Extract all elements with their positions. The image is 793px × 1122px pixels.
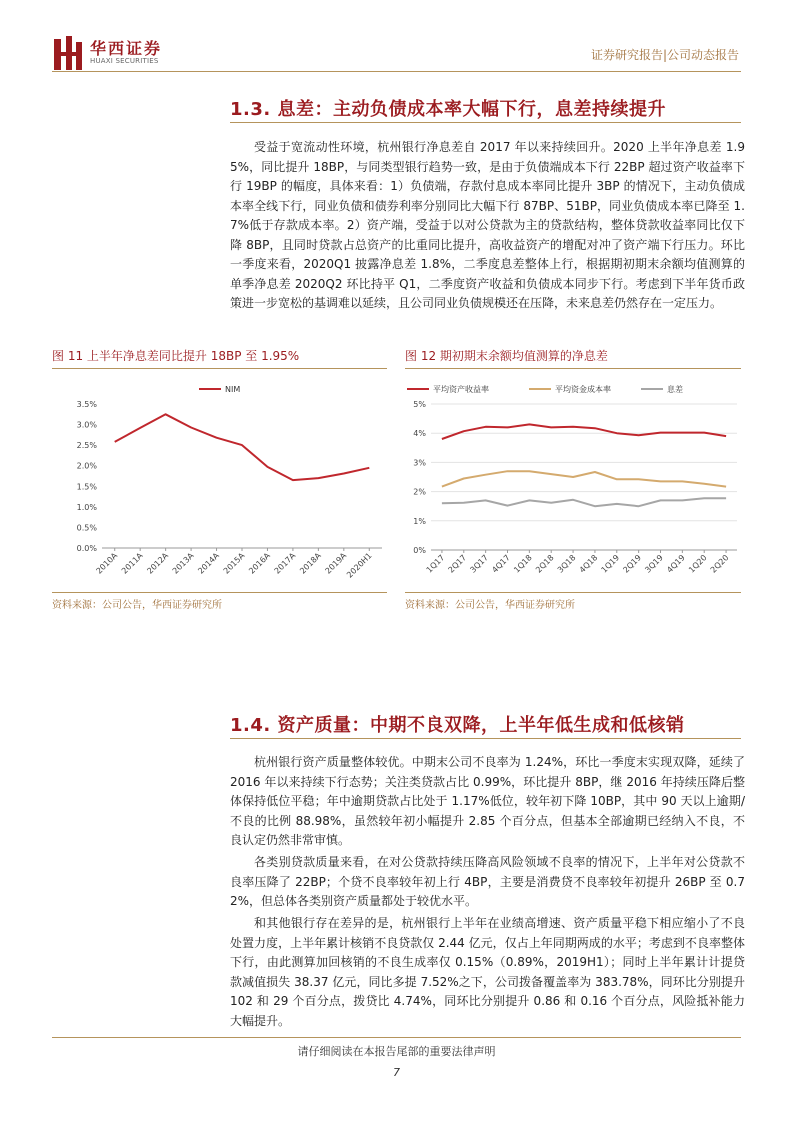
fig11-x-tick-label: 2017A xyxy=(272,551,298,576)
fig12-series-line-2 xyxy=(442,471,726,486)
brand-name-cn: 华西证券 xyxy=(90,39,163,58)
fig12-legend-label-1: 平均资产收益率 xyxy=(433,385,489,394)
fig11-x-tick-label: 2018A xyxy=(298,551,323,576)
fig11-y-tick-label: 1.0% xyxy=(76,502,97,512)
figure-11-title-rule xyxy=(52,368,387,369)
fig12-x-tick-label: 1Q20 xyxy=(687,553,709,575)
section-14-rule xyxy=(230,738,741,739)
fig11-y-tick-label: 1.5% xyxy=(76,482,97,492)
section-13-title: 1.3. 息差：主动负债成本率大幅下行，息差持续提升 xyxy=(230,99,666,120)
fig11-legend-label-1: NIM xyxy=(225,385,241,394)
section-13-rule xyxy=(230,122,741,123)
fig11-y-tick-label: 2.5% xyxy=(76,441,97,451)
fig11-y-tick-label: 3.0% xyxy=(76,420,97,430)
fig11-y-tick-label: 3.5% xyxy=(76,400,97,409)
fig12-y-tick-label: 5% xyxy=(413,400,426,409)
figure-12-title-rule xyxy=(405,368,741,369)
footer-disclaimer: 请仔细阅读在本报告尾部的重要法律声明 xyxy=(297,1045,496,1058)
fig12-x-tick-label: 4Q19 xyxy=(665,553,687,575)
fig11-y-tick-label: 2.0% xyxy=(76,461,97,471)
fig11-x-tick-label: 2011A xyxy=(119,551,145,576)
fig12-x-tick-label: 1Q17 xyxy=(424,553,447,575)
fig12-x-tick-label: 3Q17 xyxy=(468,553,491,575)
fig12-y-tick-label: 0% xyxy=(413,546,426,555)
section-14-paragraph-1: 杭州银行资产质量整体较优。中期末公司不良率为 1.24%，环比一季度末实现双降，延续了 2016 年以来持续下行态势；关注类贷款占比 0.99%，环比提升 8BP，继 2016 年持续压降后整体保持低位平稳；年中逾期贷款占比处于 1.17%低位，较年初下降 10BP，其中 90 天以上逾期/不良的比例 88.98%，虽然较年初小幅提升 2.85 个百分点，但基本全部逾期已经纳入不良，不良认定仍然非常审慎。 xyxy=(230,755,745,847)
fig12-x-tick-label: 1Q19 xyxy=(599,553,622,575)
fig11-x-tick-label: 2013A xyxy=(170,551,196,576)
fig12-legend-label-3: 息差 xyxy=(667,385,683,394)
fig11-series-line-1 xyxy=(115,414,370,480)
fig12-y-tick-label: 1% xyxy=(413,516,426,526)
brand-name-en: HUAXI SECURITIES xyxy=(90,57,159,65)
fig12-x-tick-label: 3Q19 xyxy=(643,553,665,575)
figure-11-source-rule xyxy=(52,592,387,593)
fig11-x-tick-label: 2020H1 xyxy=(345,551,374,580)
fig11-y-tick-label: 0.0% xyxy=(76,544,97,553)
section-14-paragraph-3: 和其他银行存在差异的是，杭州银行上半年在业绩高增速、资产质量平稳下相应缩小了不良处置力度，上半年累计核销不良贷款仅 2.44 亿元，仅占上年同期两成的水平；考虑到不良率整体下行，由此测算加回核销的不良生成率仅 0.15%（0.89%，2019H1）；同时上半年累计计提贷款减值损失 38.37 亿元，同比多提 7.52%之下，公司拨备覆盖率为 383.78%，同环比分别提升 102 和 29 个百分点，拨贷比 4.74%，同环比分别提升 0.86 和 0.16 个百分点，风险抵补能力大幅提升。 xyxy=(230,916,745,1028)
figure-11-chart xyxy=(52,372,387,590)
fig11-y-tick-label: 0.5% xyxy=(76,523,97,533)
fig12-series-line-3 xyxy=(442,498,726,506)
page-number: 7 xyxy=(393,1066,400,1079)
section-14-paragraph-2: 各类别贷款质量来看，在对公贷款持续压降高风险领域不良率的情况下，上半年对公贷款不良率压降了 22BP；个贷不良率较年初上行 4BP，主要是消费贷不良率较年初提升 26BP 至 0.72%，但总体各类别资产质量都处于较优水平。 xyxy=(230,855,745,908)
report-type: 证券研究报告|公司动态报告 xyxy=(590,48,739,62)
fig12-x-tick-label: 2Q19 xyxy=(621,553,644,575)
section-13-paragraph: 受益于宽流动性环境，杭州银行净息差自 2017 年以来持续回升。2020 上半年净息差 1.95%，同比提升 18BP，与同类型银行趋势一致，是由于负债端成本下行 22BP 超过资产收益率下行 19BP 的幅度，具体来看：1）负债端，存款付息成本率同比提升 3BP 的情况下，主动负债成本率全线下行，同业负债和债券利率分别同比大幅下行 87BP、51BP，同业负债成本率已降至 1.7%低于存款成本率。2）资产端，受益于以对公贷款为主的贷款结构，整体贷款收益率同比仅下降 8BP，且同时贷款占总资产的比重同比提升，高收益资产的增配对冲了资产端下行压力。环比一季度来看，2020Q1 披露净息差 1.8%，二季度息差整体上行，根据期初期末余额均值测算的单季净息差 2020Q2 环比持平 Q1，二季度资产收益和负债成本同步下行。考虑到下半年货币政策进一步宽松的基调难以延续，且公司同业负债规模还在压降，未来息差仍然存在一定压力。 xyxy=(230,140,745,310)
fig12-x-tick-label: 4Q18 xyxy=(577,553,600,575)
fig12-series-line-1 xyxy=(442,424,726,439)
header-divider xyxy=(52,71,741,72)
fig12-y-tick-label: 2% xyxy=(413,487,426,497)
huaxi-logo-icon xyxy=(54,36,82,70)
figure-12-chart xyxy=(405,372,741,590)
fig12-x-tick-label: 2Q20 xyxy=(708,553,731,575)
fig12-x-tick-label: 4Q17 xyxy=(490,553,512,575)
fig12-legend-label-2: 平均资金成本率 xyxy=(555,385,611,394)
fig11-x-tick-label: 2016A xyxy=(247,551,272,576)
section-14-title: 1.4. 资产质量：中期不良双降，上半年低生成和低核销 xyxy=(230,715,685,736)
fig12-y-tick-label: 3% xyxy=(413,458,426,468)
figure-12-source: 资料来源：公司公告，华西证券研究所 xyxy=(405,600,575,611)
figure-11-title: 图 11 上半年净息差同比提升 18BP 至 1.95% xyxy=(52,349,300,363)
fig12-x-tick-label: 2Q17 xyxy=(446,553,469,575)
fig11-x-tick-label: 2015A xyxy=(221,551,247,576)
fig12-x-tick-label: 1Q18 xyxy=(512,553,534,575)
fig11-x-tick-label: 2019A xyxy=(323,551,349,576)
fig11-x-tick-label: 2014A xyxy=(196,551,221,576)
figure-12-source-rule xyxy=(405,592,741,593)
figure-12-title: 图 12 期初期末余额均值测算的净息差 xyxy=(405,349,608,363)
fig12-y-tick-label: 4% xyxy=(413,429,426,439)
figure-11-source: 资料来源：公司公告，华西证券研究所 xyxy=(52,600,222,611)
fig11-x-tick-label: 2012A xyxy=(145,551,171,576)
fig12-x-tick-label: 3Q18 xyxy=(555,553,578,575)
footer-divider xyxy=(52,1037,741,1038)
fig12-x-tick-label: 2Q18 xyxy=(534,553,556,575)
fig11-x-tick-label: 2010A xyxy=(94,551,120,576)
